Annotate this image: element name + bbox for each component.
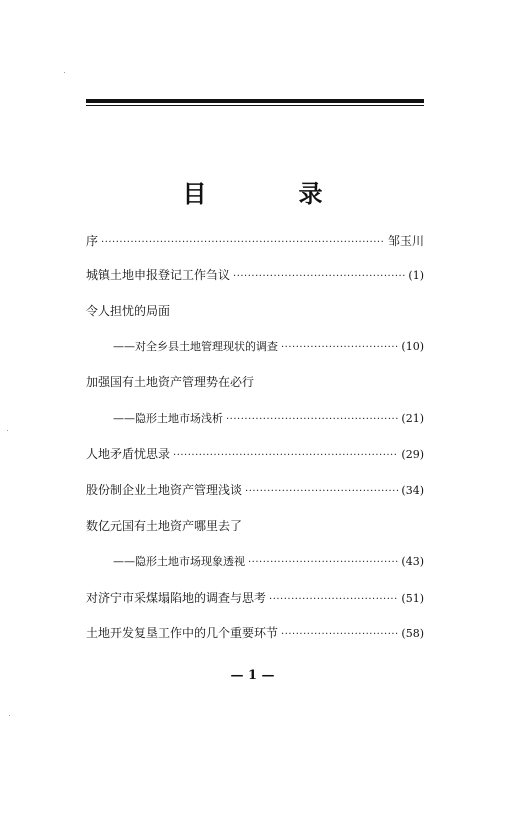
page-number: — 1 — [230,668,275,683]
toc-entry-page: (51) [401,592,424,605]
toc-entry[interactable] [86,590,424,608]
leader-dots [281,627,398,643]
toc-entry-author: 邹玉川 [387,234,424,248]
leader-dots [101,235,385,251]
toc-entry-title[interactable]: 令人担忧的局面 [86,304,171,318]
leader-dots [248,555,398,571]
leader-dots [281,340,398,356]
toc-subentry-title: ——隐形土地市场现象透视 [113,555,245,568]
leader-dots [173,448,398,464]
toc-entry-page: (29) [401,448,424,461]
toc-entry-title: 人地矛盾忧思录 [86,447,171,461]
toc-entry-title: 序 [86,234,99,248]
toc-subentry[interactable] [113,554,424,571]
toc-subentry-title: ——隐形土地市场浅析 [113,412,223,425]
scan-speck [7,430,8,431]
header-rule-thin [86,105,424,106]
leader-dots [226,412,398,428]
toc-entry[interactable] [86,267,424,285]
toc-entry[interactable] [86,482,424,500]
toc-entry-title: 对济宁市采煤塌陷地的调查与思考 [86,591,267,605]
toc-entry-title: 城镇土地申报登记工作刍议 [86,268,231,282]
leader-dots [233,269,405,285]
toc-subentry[interactable] [113,339,424,356]
toc-entry-title: 股份制企业土地资产管理浅谈 [86,483,243,497]
toc-entry-page: (21) [401,412,424,425]
header-rule-thick [86,99,424,103]
toc-entry-page: (58) [401,627,424,640]
toc-entry-page: (1) [408,269,424,282]
toc-entry-title[interactable]: 数亿元国有土地资产哪里去了 [86,519,243,533]
scan-speck [9,715,10,716]
toc-entry-page: (34) [401,484,424,497]
toc-entry[interactable] [86,446,424,464]
toc-subentry-title: ——对全乡县土地管理现状的调查 [113,340,278,353]
toc-entry-title[interactable]: 加强国有土地资产管理势在必行 [86,375,255,389]
toc-entry-page: (10) [401,340,424,353]
toc-entry[interactable] [86,625,424,643]
toc-entry-page: (43) [401,555,424,568]
leader-dots [245,484,398,500]
scan-speck [64,72,65,73]
toc-subentry[interactable] [113,411,424,428]
page-title: 目 录 [182,180,357,208]
leader-dots [269,592,398,608]
toc-entry[interactable] [86,233,424,251]
toc-entry-title: 土地开发复垦工作中的几个重要环节 [86,626,279,640]
